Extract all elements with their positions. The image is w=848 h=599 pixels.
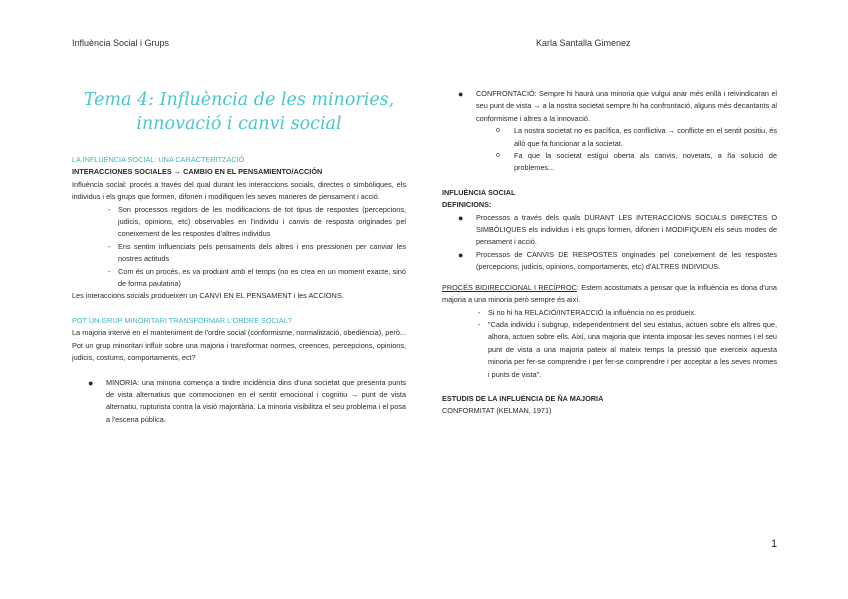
- title-line-2: innovació i canvi social: [136, 114, 342, 134]
- section1-paragraph: Influència social: procés a través del qual durant les interaccions socials, directes o simbòliques, els individus i els grups que formen, difonen i modifiquen les seves maneres de pensament i acció.: [72, 179, 406, 202]
- dash-icon: -: [108, 241, 111, 251]
- proces-dash-list: [442, 307, 777, 381]
- dash-icon: -: [108, 204, 111, 214]
- right-column: [442, 88, 777, 418]
- section1-subheading: INTERACCIONES SOCIALES → CAMBIO EN EL PENSAMIENTO/ACCIÓN: [72, 167, 323, 177]
- title-line-1: Tema 4: Influència de les minories,: [83, 90, 395, 110]
- proces-label: PROCÉS BIDIRECCIONAL I RECÍPROC: [442, 282, 577, 292]
- definicions-label: DEFINICIONS:: [442, 200, 492, 210]
- list-item: - Si no hi ha RELACIÓ/INTERACCIÓ la influència no es produeix.: [442, 307, 777, 319]
- page-number: 1: [771, 538, 778, 550]
- circle-icon: o: [496, 152, 500, 160]
- list-item: o Fa que la societat estigui oberta als canvis, novetats, a ña solució de problemes...: [496, 151, 777, 173]
- list-item: o La nostra societat no es pacífica, es conflictiva → conflicte en el sentit positiu, és allò que fa funcionar a la societat.: [496, 126, 777, 148]
- page-title: [72, 88, 406, 136]
- list-item: ● MINORIA: una minoria comença a tindre incidència dins d'una societat que presenta punts de vista alternatius que commocionen en el sentit emocional i cognitiu → punt de vista alternatiu, rupturista contra la visió majoritària. La minoria visibilitza el seu problema i el posa a l'escena pública.: [88, 377, 406, 424]
- list-item: - Com és un procés, es va produint amb el temps (no es crea en un moment exacte, sinó de forma paulatina): [108, 266, 406, 289]
- bullet-icon: ●: [458, 89, 464, 99]
- list-item: ● CONFRONTACIÓ: Sempre hi haurà una minoria que vulgui anar més enllà i reivindicaran el seu punt de vista → a la nostra societat sempre hi ha confrontació, alguns més decantants al conformisme i altres a la innovació.: [458, 89, 777, 123]
- section1-dash-list: [72, 204, 406, 291]
- bullet-icon: ●: [458, 212, 464, 223]
- section1-closing: Les interaccions socials produeixen un CANVI EN EL PENSAMENT i les ACCIONS.: [72, 291, 344, 301]
- left-column: [72, 88, 406, 426]
- confrontacio-list: [442, 88, 777, 125]
- section2-paragraph: La majoria intervé en el manteniment de l'ordre social (conformisme, normalització, obediència), però... Pot un grup minoritari influir sobre una majoria i transformar normes, creences, percepcions, opinions, judicis, costums, comportaments, ect?: [72, 328, 406, 363]
- confrontacio-sublist: [442, 125, 777, 175]
- section2-heading: POT UN GRUP MINORITARI TRANSFORMAR L'ORDRE SOCIAL?: [72, 315, 292, 325]
- minoria-list: [72, 377, 406, 427]
- header-left: Influència Social i Grups: [72, 38, 170, 48]
- list-item: ● Processos a través dels quals DURANT LES INTERACCIONS SOCIALS DIRECTES O SIMBÒLIQUES els individus i els grups formen, difonen i MODIFIQUEN els seus modes de pensament i acció.: [458, 212, 777, 247]
- bullet-icon: ●: [458, 249, 464, 260]
- dash-icon: -: [478, 307, 481, 317]
- header-right: Karla Santalla Gimenez: [536, 38, 631, 48]
- bullet-icon: ●: [88, 377, 94, 388]
- list-item: - Ens sentim influenciats pels pensaments dels altres i ens pressionen per canviar les nostres actituds: [108, 241, 406, 264]
- proces-paragraph: [442, 282, 777, 307]
- section1-heading: LA INFLUENCIA SOCIAL: UNA CARACTERITZACIÓ: [72, 155, 245, 164]
- influencia-heading: INFLUÈNCIA SOCIAL: [442, 187, 516, 197]
- list-item: ● Processos de CANVIS DE RESPOSTES originades pel coneixement de les respostes (percepcions, judicis, opinions, comportaments, etc) d'ALTRES INDIVIDUS.: [458, 249, 777, 272]
- dash-icon: -: [478, 319, 481, 329]
- definitions-list: [442, 212, 777, 274]
- circle-icon: o: [496, 127, 500, 135]
- list-item: - Son processos regidors de les modificacions de tot tipus de respostes (percepcions, judicis, opinions, etc) observables en l'individu i canvis de resposta originades pel coneixement de les respostes d'altres individus: [108, 204, 406, 239]
- dash-icon: -: [108, 266, 111, 276]
- proces-text: : Estem acostumats a pensar que la influència es dona d'una majoria a una minoria però sempre és així.: [442, 282, 777, 305]
- estudis-heading: ESTUDIS DE LA INFLUÈNCIA DE ÑA MAJORIA: [442, 393, 604, 403]
- conformitat-label: CONFORMITAT (KELMAN, 1971): [442, 406, 552, 416]
- list-item: - "Cada individu i subgrup, independentment del seu estatus, actuen sobre els altres que, alhora, actuen sobre ells. Així, una majoria que intenta imposar les seves normes i el seu punt de vista a una majoria pateix al mateix temps la pressió que exerceix aquesta minoria per fer-se comprendre i per fer-se comprendre i per acceptar a les seves nromes i punts de vista".: [478, 319, 777, 379]
